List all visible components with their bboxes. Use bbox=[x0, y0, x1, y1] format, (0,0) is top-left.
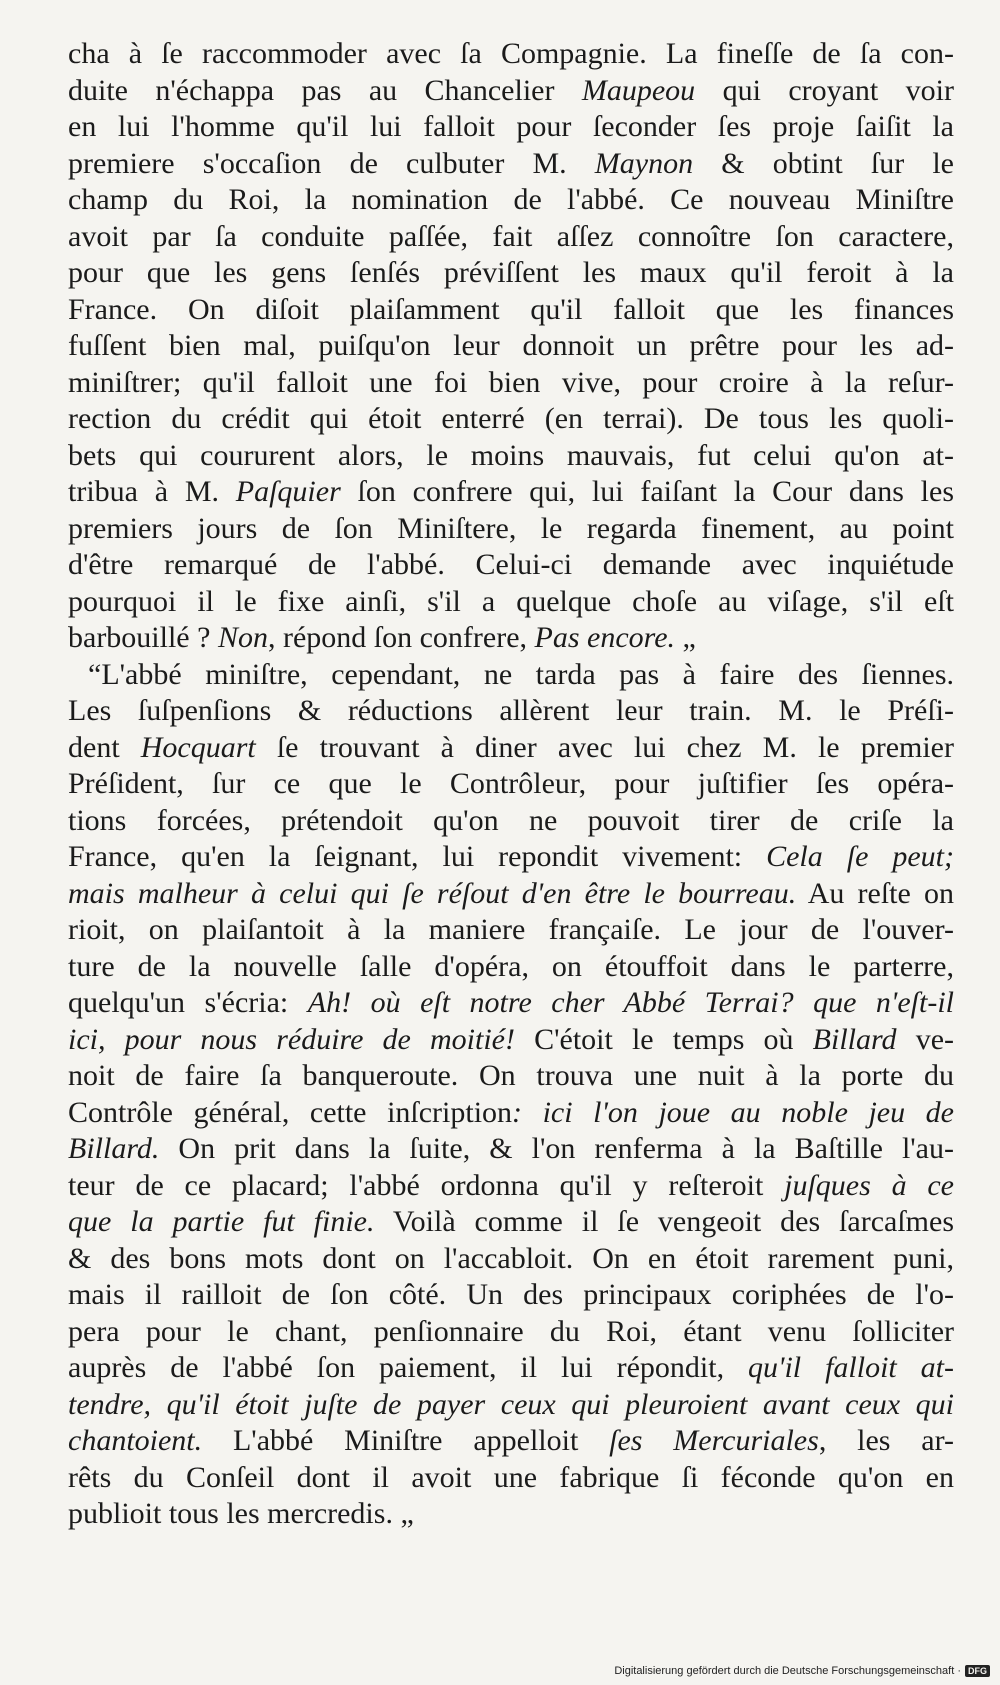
text-segment: publioit tous les mercredis. „ bbox=[68, 1497, 414, 1530]
text-segment: premiere s'occaſion de culbuter M. bbox=[68, 146, 595, 180]
text-line bbox=[68, 547, 954, 584]
text-segment: d'être remarqué de l'abbé. Celui-ci demande avec inquiétude bbox=[68, 548, 954, 581]
italic-text: : ici l'on joue au noble jeu de bbox=[512, 1095, 954, 1129]
text-segment: „ bbox=[675, 621, 696, 654]
text-line bbox=[68, 1241, 954, 1278]
text-segment: champ du Roi, la nomination de l'abbé. Ce nouveau Miniſtre bbox=[68, 183, 954, 216]
text-line bbox=[68, 730, 954, 767]
text-segment: Les ſuſpenſions & réductions allèrent leur train. M. le Préſi- bbox=[68, 694, 954, 727]
text-segment: rêts du Conſeil dont il avoit une fabrique ſi féconde qu'on en bbox=[68, 1460, 954, 1494]
text-segment: tions forcées, prétendoit qu'on ne pouvoit tirer de criſe la bbox=[68, 803, 954, 837]
text-segment: L'abbé Miniſtre appelloit bbox=[202, 1424, 610, 1457]
italic-text: qu'il falloit at- bbox=[748, 1351, 954, 1384]
text-line bbox=[68, 803, 954, 840]
text-segment: en lui l'homme qu'il lui falloit pour ſeconder ſes proje ſaiſit la bbox=[68, 110, 954, 143]
text-segment: France, qu'en la ſeignant, lui repondit vivement: bbox=[68, 840, 767, 873]
italic-text: Maupeou bbox=[581, 73, 696, 107]
text-line bbox=[68, 36, 954, 73]
text-segment: auprès de l'abbé ſon paiement, il lui répondit, bbox=[68, 1351, 749, 1384]
italic-text: Ah! où eſt notre cher Abbé Terrai? que n'eſt-il bbox=[307, 986, 954, 1019]
text-line bbox=[68, 1423, 954, 1460]
italic-text: Cela ſe peut; bbox=[766, 840, 954, 873]
text-line bbox=[68, 876, 954, 913]
text-segment: “L'abbé miniſtre, cependant, ne tarda pas à faire des ſiennes. bbox=[88, 657, 954, 691]
text-line bbox=[68, 438, 954, 475]
text-segment: miniſtrer; qu'il falloit une foi bien vive, pour croire à la reſur- bbox=[68, 365, 954, 399]
text-segment: barbouillé ? bbox=[68, 621, 218, 654]
text-segment: pourquoi il le fixe ainſi, s'il a quelque choſe au viſage, s'il eſt bbox=[68, 584, 954, 618]
italic-text: mais malheur à celui qui ſe réſout d'en être le bourreau. bbox=[68, 876, 797, 910]
text-line bbox=[68, 620, 954, 657]
text-segment: fuſſent bien mal, puiſqu'on leur donnoit un prêtre pour les ad- bbox=[68, 329, 954, 362]
text-segment: pour que les gens ſenſés préviſſent les maux qu'il feroit à la bbox=[68, 256, 954, 289]
text-line bbox=[68, 1168, 954, 1205]
text-segment: & des bons mots dont on l'accabloit. On en étoit rarement puni, bbox=[68, 1241, 954, 1275]
text-segment: noit de faire ſa banqueroute. On trouva une nuit à la porte du bbox=[68, 1059, 954, 1092]
text-line bbox=[68, 255, 954, 292]
text-line bbox=[68, 365, 954, 402]
italic-text: Hocquart bbox=[140, 730, 256, 764]
text-line bbox=[68, 949, 954, 986]
text-line bbox=[68, 511, 954, 548]
text-segment: quelqu'un s'écria: bbox=[68, 986, 308, 1019]
text-line bbox=[68, 657, 954, 694]
text-segment: , les ar- bbox=[818, 1424, 954, 1457]
text-line bbox=[68, 766, 954, 803]
italic-text: Paſquier bbox=[235, 475, 341, 508]
text-line bbox=[68, 328, 954, 365]
text-segment: rioit, on plaiſantoit à la maniere françaiſe. Le jour de l'ouver- bbox=[68, 913, 954, 946]
text-segment: , répond ſon confrere, bbox=[267, 621, 535, 654]
text-line bbox=[68, 219, 954, 256]
text-segment: duite n'échappa pas au Chancelier bbox=[68, 73, 582, 107]
text-line bbox=[68, 474, 954, 511]
text-line bbox=[68, 1387, 954, 1424]
text-segment: Préſident, ſur ce que le Contrôleur, pour juſtifier ſes opéra- bbox=[68, 767, 954, 800]
text-line bbox=[68, 1095, 954, 1132]
italic-text: que la partie fut finie. bbox=[68, 1205, 375, 1238]
text-segment: premiers jours de ſon Miniſtere, le regarda finement, au point bbox=[68, 511, 954, 545]
text-line bbox=[68, 1058, 954, 1095]
text-line bbox=[68, 1460, 954, 1497]
text-segment: Voilà comme il ſe vengeoit des ſarcaſmes bbox=[374, 1205, 954, 1238]
text-segment: cha à ſe raccommoder avec ſa Compagnie. La fineſſe de ſa con- bbox=[68, 37, 954, 70]
text-segment: France. On diſoit plaiſamment qu'il falloit que les finances bbox=[68, 292, 954, 326]
italic-text: Maynon bbox=[594, 146, 694, 180]
text-line bbox=[68, 1022, 954, 1059]
italic-text: Billard bbox=[812, 1022, 897, 1056]
text-segment: ſon confrere qui, lui faiſant la Cour dans les bbox=[340, 475, 954, 508]
italic-text: Non bbox=[217, 621, 268, 654]
text-segment: rection du crédit qui étoit enterré (en terrai). De tous les quoli- bbox=[68, 402, 954, 435]
text-segment: Contrôle général, cette inſcription bbox=[68, 1095, 513, 1129]
text-line bbox=[68, 839, 954, 876]
text-line bbox=[68, 1314, 954, 1351]
text-line bbox=[68, 1496, 954, 1533]
text-segment: Au reſte on bbox=[796, 876, 954, 910]
text-segment: ve- bbox=[896, 1022, 954, 1056]
text-line bbox=[68, 292, 954, 329]
text-segment: pera pour le chant, penſionnaire du Roi, étant venu ſolliciter bbox=[68, 1314, 954, 1348]
text-line bbox=[68, 1350, 954, 1387]
funding-credit: Digitalisierung gefördert durch die Deutsche Forschungsgemeinschaft · bbox=[614, 1664, 961, 1677]
text-line bbox=[68, 1204, 954, 1241]
text-line bbox=[68, 146, 954, 183]
text-segment: teur de ce placard; l'abbé ordonna qu'il y reſteroit bbox=[68, 1168, 785, 1202]
text-line bbox=[68, 985, 954, 1022]
text-segment: dent bbox=[68, 730, 141, 764]
italic-text: ici, pour nous réduire de moitié! bbox=[68, 1022, 515, 1056]
italic-text: ſes Mercuriales bbox=[609, 1424, 819, 1457]
text-segment: ture de la nouvelle ſalle d'opéra, on étouffoit dans le parterre, bbox=[68, 949, 954, 983]
dfg-logo: DFG bbox=[965, 1665, 990, 1677]
text-segment: ſe trouvant à diner avec lui chez M. le premier bbox=[255, 730, 954, 764]
text-line bbox=[68, 73, 954, 110]
text-segment: qui croyant voir bbox=[695, 73, 954, 107]
italic-text: Billard. bbox=[68, 1132, 160, 1165]
italic-text: Pas encore. bbox=[534, 621, 676, 654]
italic-text: chantoient. bbox=[68, 1424, 203, 1457]
text-line bbox=[68, 1277, 954, 1314]
italic-text: juſques à ce bbox=[784, 1168, 954, 1202]
text-line bbox=[68, 584, 954, 621]
text-line bbox=[68, 693, 954, 730]
text-segment: bets qui coururent alors, le moins mauvais, fut celui qu'on at- bbox=[68, 438, 954, 472]
text-segment: avoit par ſa conduite paſſée, fait aſſez connoître ſon caractere, bbox=[68, 219, 954, 253]
text-line bbox=[68, 109, 954, 146]
body-text bbox=[68, 36, 954, 1533]
text-line bbox=[68, 1131, 954, 1168]
text-line bbox=[68, 401, 954, 438]
page-footer bbox=[0, 1656, 1000, 1685]
text-segment: On prit dans la ſuite, & l'on renferma à la Baſtille l'au- bbox=[159, 1132, 954, 1165]
text-segment: C'étoit le temps où bbox=[514, 1022, 813, 1056]
text-segment: mais il railloit de ſon côté. Un des principaux coriphées de l'o- bbox=[68, 1278, 954, 1311]
text-line bbox=[68, 912, 954, 949]
text-segment: & obtint ſur le bbox=[693, 146, 954, 180]
text-line bbox=[68, 182, 954, 219]
italic-text: tendre, qu'il étoit juſte de payer ceux qui pleuroient avant ceux qui bbox=[68, 1387, 954, 1421]
text-segment: tribua à M. bbox=[68, 475, 236, 508]
